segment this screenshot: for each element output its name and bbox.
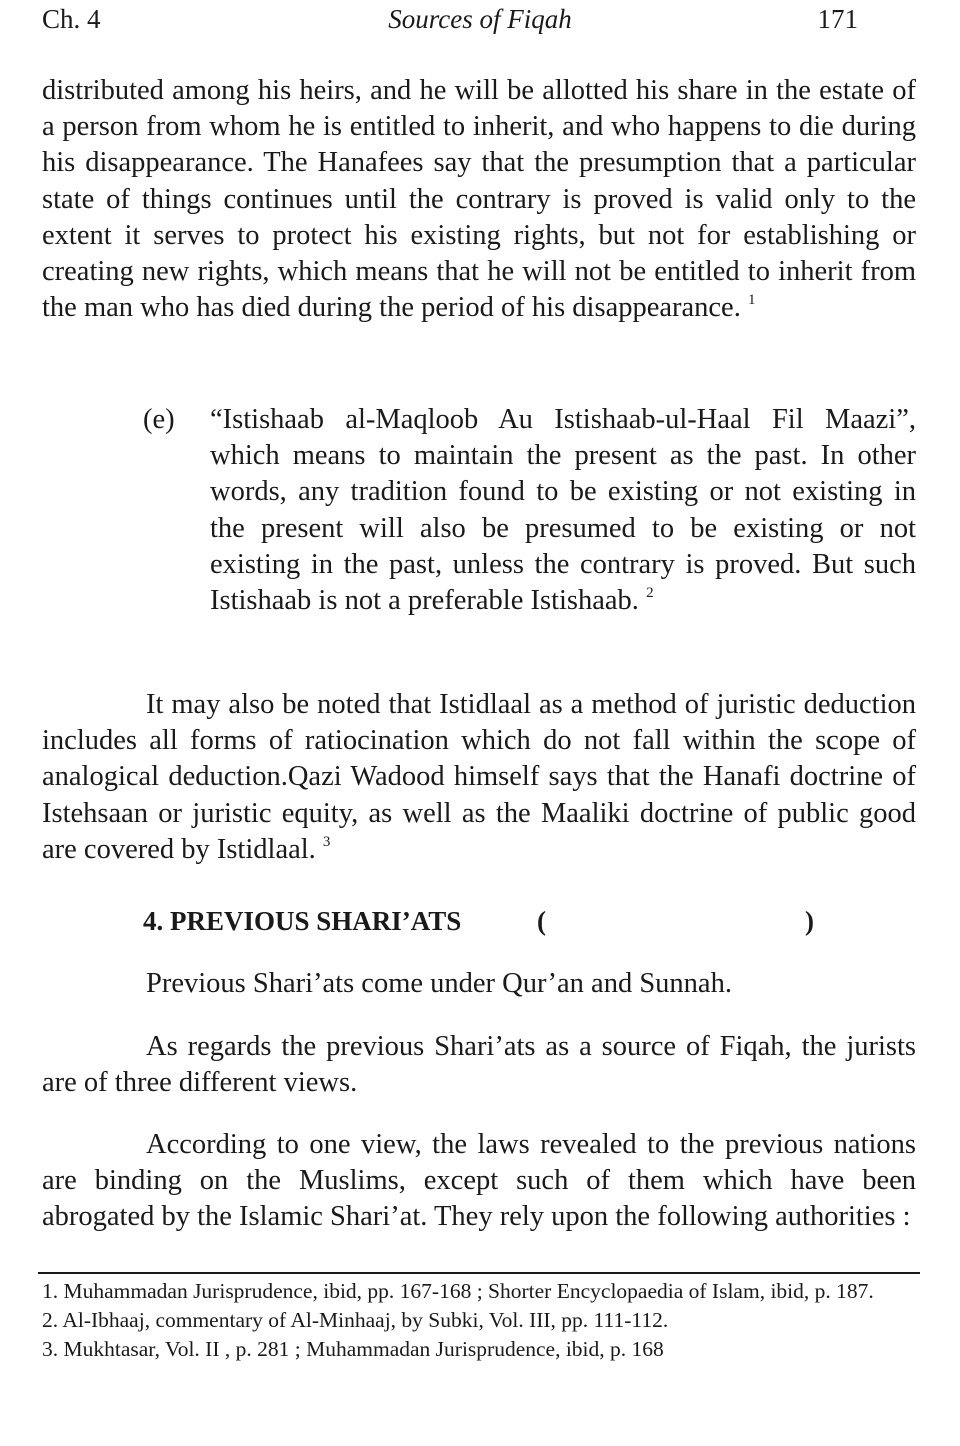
page-number: 171 bbox=[817, 4, 858, 34]
paragraph-continued bbox=[42, 73, 916, 326]
footnote-ref-3: 3 bbox=[322, 833, 331, 850]
list-item-text bbox=[210, 402, 916, 619]
chapter-label: Ch. 4 bbox=[42, 4, 101, 34]
footnote-ref-1: 1 bbox=[747, 292, 756, 309]
footnote-1: 1. Muhammadan Jurisprudence, ibid, pp. 167-168 ; Shorter Encyclopaedia of Islam, ibid, p. 187. bbox=[42, 1279, 874, 1303]
list-item-e bbox=[143, 402, 916, 619]
paragraph-previous-shariats: Previous Shari’ats come under Qur’an and Sunnah. bbox=[146, 968, 732, 999]
paragraph-first-view: According to one view, the laws revealed to the previous nations are binding on the Muslims, except such of them which have been abrogated by the Islamic Shari’at. They rely upon the following authorities : bbox=[42, 1129, 916, 1233]
paragraph-text: distributed among his heirs, and he will be allotted his share in the estate of a person from whom he is entitled to inherit, and who happens to die during his disappearance. The Hanafees say that the presumption that a particular state of things continues until the contrary is proved is valid only to the extent it serves to protect his existing rights, but not for establishing or creating new rights, which means that he will not be entitled to inherit from the man who has died during the period of his disappearance. bbox=[42, 75, 916, 324]
heading-open-paren: ( bbox=[537, 906, 546, 936]
footnote-2: 2. Al-Ibhaaj, commentary of Al-Minhaaj, by Subki, Vol. III, pp. 111-112. bbox=[42, 1308, 669, 1332]
paragraph-text: It may also be noted that Istidlaal as a method of juristic deduction includes all forms of ratiocination which do not fall within the scope of analogical deduction.Qazi Wadood himself says that the Hanafi doctrine of Istehsaan or juristic equity, as well as the Maaliki doctrine of public good are covered by Istidlaal. bbox=[42, 689, 916, 865]
footnote-divider bbox=[38, 1272, 920, 1274]
list-item-body: “Istishaab al-Maqloob Au Istishaab-ul-Haal Fil Maazi”, which means to maintain the present as the past. In other words, any tradition found to be existing or not existing in the present will also be presumed to be existing or not existing in the past, unless the contrary is proved. But such Istishaab is not a preferable Istishaab. bbox=[210, 404, 916, 617]
paragraph-three-views: As regards the previous Shari’ats as a source of Fiqah, the jurists are of three different views. bbox=[42, 1031, 916, 1099]
section-heading bbox=[143, 906, 833, 942]
list-marker: (e) bbox=[143, 404, 175, 435]
running-title: Sources of Fiqah bbox=[388, 4, 572, 34]
footnote-ref-2: 2 bbox=[646, 585, 654, 602]
section-heading-text: 4. PREVIOUS SHARI’ATS bbox=[143, 906, 462, 936]
paragraph-istidlaal bbox=[42, 687, 916, 868]
footnotes bbox=[42, 1277, 920, 1364]
heading-close-paren: ) bbox=[805, 906, 814, 936]
footnote-3: 3. Mukhtasar, Vol. II , p. 281 ; Muhammadan Jurisprudence, ibid, p. 168 bbox=[42, 1337, 664, 1361]
page-header bbox=[42, 4, 918, 44]
